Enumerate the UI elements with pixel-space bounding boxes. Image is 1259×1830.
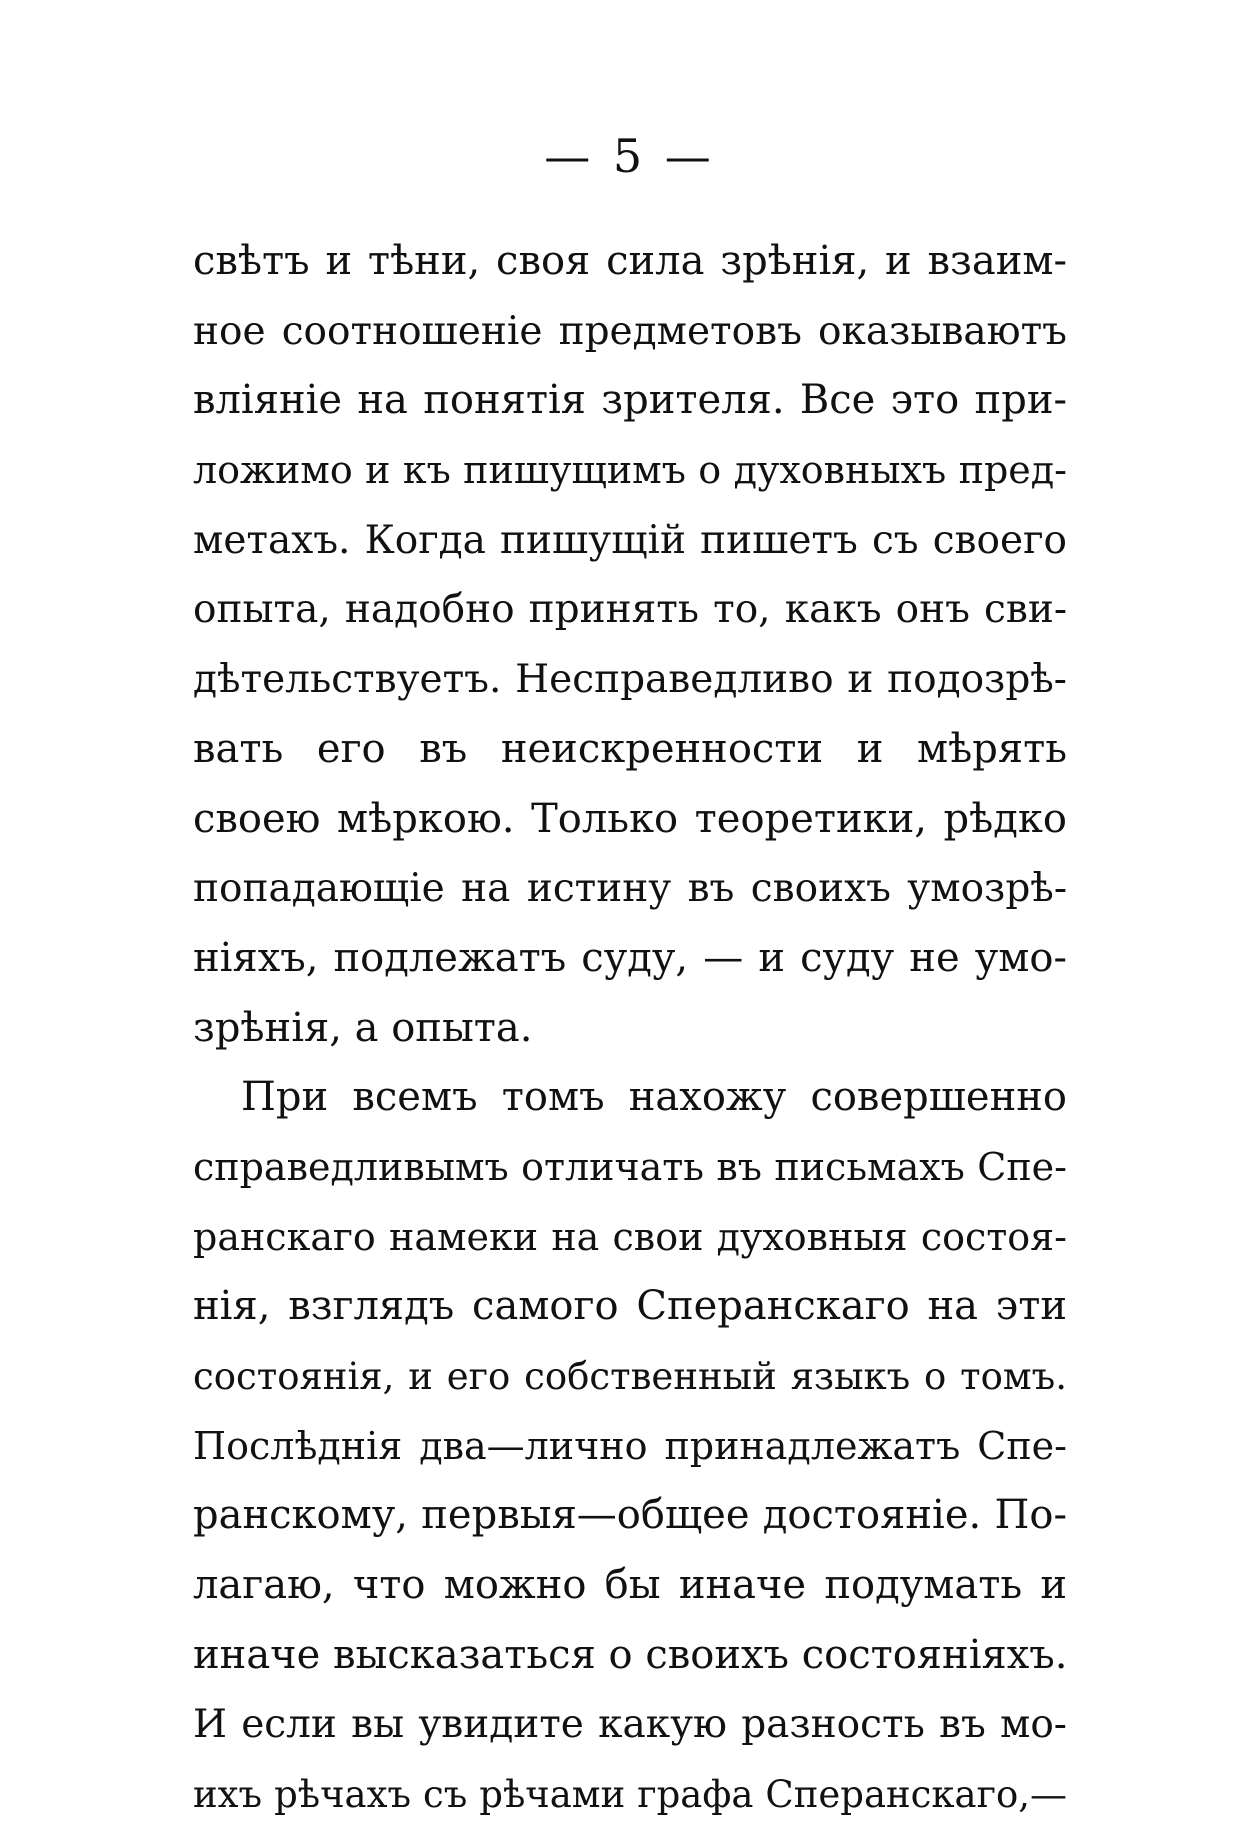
text-line: ихъ рѣчахъ съ рѣчами графа Сперанскаго,— <box>193 1773 1067 1817</box>
text-line: ложимо и къ пишущимъ о духовныхъ пред- <box>193 448 1067 493</box>
text-line: своею мѣркою. Только теоретики, рѣдко <box>193 795 1067 842</box>
text-line: Послѣднія два—лично принадлежатъ Спе- <box>193 1423 1067 1468</box>
text-line: справедливымъ отличать въ письмахъ Спе- <box>193 1144 1067 1189</box>
text-line: ранскаго намеки на свои духовныя состоя- <box>193 1214 1067 1259</box>
text-line: попадающіе на истину въ своихъ умозрѣ- <box>193 866 1067 912</box>
text-line: нія, взглядъ самого Сперанскаго на эти <box>193 1283 1067 1330</box>
text-line: вліяніе на понятія зрителя. Все это при- <box>193 377 1067 424</box>
text-line: состоянія, и его собственный языкъ о томъ. <box>193 1355 1067 1398</box>
text-line: ранскому, первыя—общее достояніе. По- <box>193 1492 1067 1539</box>
text-line: иначе высказаться о своихъ состояніяхъ. <box>193 1631 1067 1678</box>
text-line: свѣтъ и тѣни, своя сила зрѣнія, и взаим- <box>193 238 1067 284</box>
paragraph-end-line: зрѣнія, а опыта. <box>193 1004 533 1051</box>
text-line: И если вы увидите какую разность въ мо- <box>193 1702 1067 1748</box>
body-text <box>193 227 1067 1830</box>
text-line: метахъ. Когда пишущій пишетъ съ своего <box>193 517 1067 563</box>
text-line: вать его въ неискренности и мѣрять <box>193 725 1067 772</box>
text-line: лагаю, что можно бы иначе подумать и <box>193 1562 1067 1609</box>
text-line: дѣтельствуетъ. Несправедливо и подозрѣ- <box>193 657 1067 703</box>
page-number: — 5 — <box>544 129 715 183</box>
paragraph-start-line: При всемъ томъ нахожу совершенно <box>241 1074 1067 1121</box>
text-line: опыта, надобно принять то, какъ онъ сви- <box>193 587 1067 633</box>
text-line: ніяхъ, подлежатъ суду, — и суду не умо- <box>193 934 1067 981</box>
text-line: ное соотношеніе предметовъ оказываютъ <box>193 308 1067 354</box>
